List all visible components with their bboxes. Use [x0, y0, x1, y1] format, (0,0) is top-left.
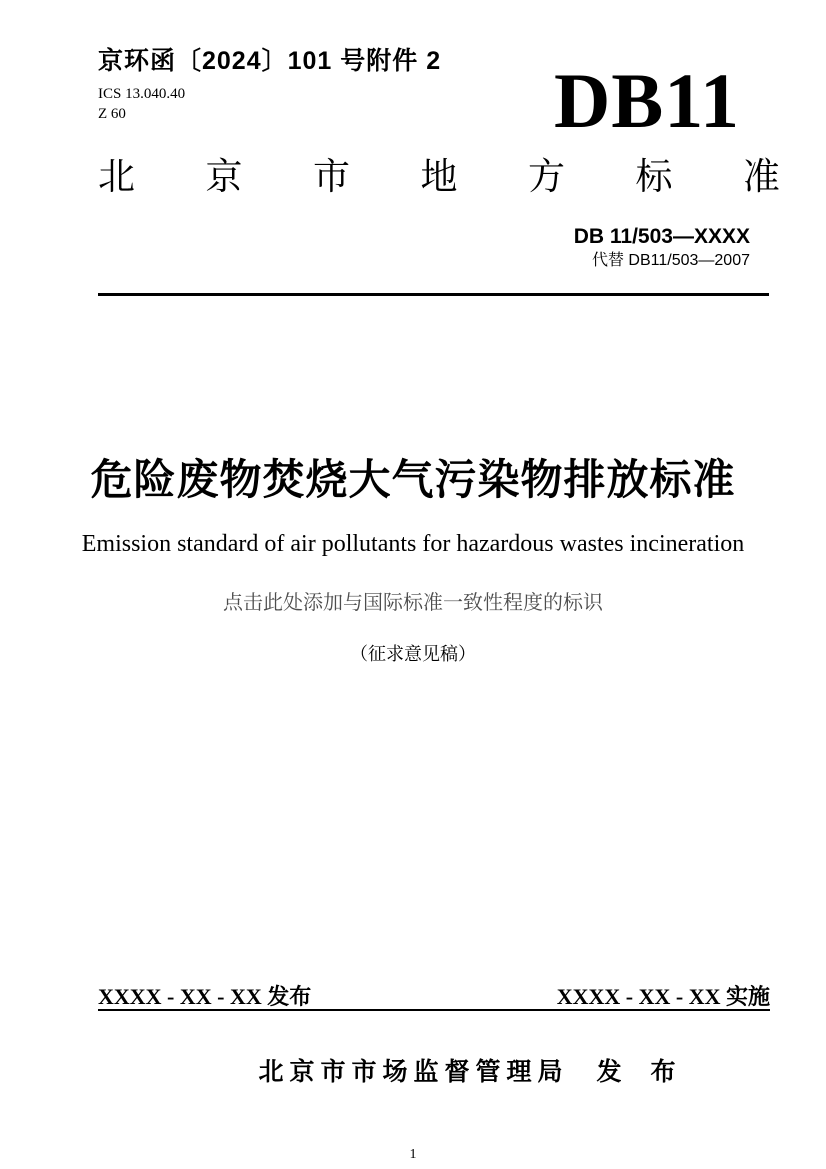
document-reference: 京环函〔2024〕101 号附件 2	[98, 47, 442, 75]
standard-number: DB 11/503—XXXX	[573, 225, 750, 248]
footer-divider-rule	[98, 1009, 770, 1011]
dates-row	[98, 985, 770, 1009]
page-number: 1	[409, 1147, 417, 1162]
db11-logo: DB11	[553, 57, 740, 144]
implementation-date: XXXX - XX - XX 实施	[556, 984, 770, 1009]
standard-category-title	[98, 157, 780, 198]
replaces-note: 代替 DB11/503—2007	[591, 252, 750, 269]
ics-code: ICS 13.040.40	[98, 86, 186, 102]
draft-status-note: （征求意见稿）	[350, 644, 476, 664]
category-char: 市	[313, 156, 350, 197]
standard-title-zh: 危险废物焚烧大气污染物排放标准	[90, 456, 736, 503]
publisher-name: 北京市市场监督管理局	[258, 1058, 569, 1086]
issue-date: XXXX - XX - XX 发布	[98, 984, 312, 1009]
category-char: 方	[528, 156, 565, 197]
publish-action-label: 发 布	[596, 1058, 678, 1086]
classification-code: Z 60	[98, 106, 126, 122]
category-char: 标	[635, 156, 673, 197]
category-char: 京	[205, 156, 243, 197]
category-char: 北	[98, 156, 135, 197]
consistency-placeholder[interactable]: 点击此处添加与国际标准一致性程度的标识	[223, 592, 603, 614]
standard-title-en: Emission standard of air pollutants for hazardous wastes incineration	[81, 531, 745, 557]
publisher-row	[98, 1057, 770, 1087]
category-char: 准	[743, 156, 780, 197]
category-char: 地	[420, 156, 458, 197]
header-divider-rule	[98, 293, 769, 296]
